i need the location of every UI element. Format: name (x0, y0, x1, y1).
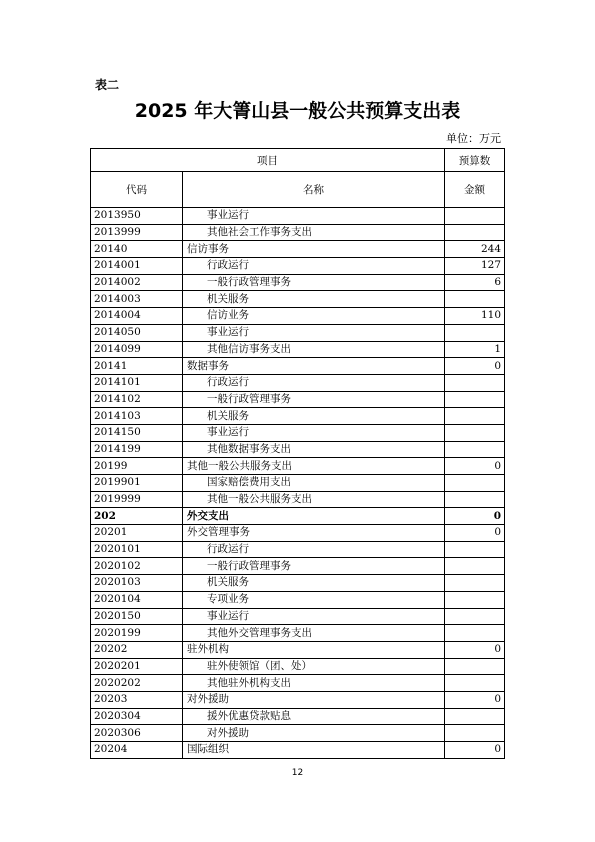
table-label: 表二 (95, 78, 120, 92)
row-name: 其他外交管理事务支出 (183, 625, 445, 642)
row-code: 2020102 (91, 558, 183, 575)
table-row (91, 291, 505, 308)
row-name: 数据事务 (183, 358, 445, 375)
table-row (91, 374, 505, 391)
budget-table (90, 148, 505, 759)
table-row (91, 708, 505, 725)
table-row (91, 591, 505, 608)
row-amount: 0 (445, 525, 505, 542)
row-code: 2014003 (91, 291, 183, 308)
row-name: 驻外机构 (183, 641, 445, 658)
table-row (91, 458, 505, 475)
row-name: 一般行政管理事务 (183, 274, 445, 291)
row-amount (445, 708, 505, 725)
row-code: 2014101 (91, 374, 183, 391)
row-amount: 244 (445, 241, 505, 258)
row-amount: 0 (445, 508, 505, 525)
row-amount (445, 675, 505, 692)
row-name: 外交支出 (183, 508, 445, 525)
row-amount (445, 408, 505, 425)
table-row (91, 341, 505, 358)
header-code: 代码 (91, 172, 183, 208)
table-row (91, 241, 505, 258)
table-row (91, 658, 505, 675)
row-code: 20140 (91, 241, 183, 258)
table-row (91, 691, 505, 708)
row-name: 行政运行 (183, 374, 445, 391)
row-name: 其他一般公共服务支出 (183, 491, 445, 508)
row-amount (445, 575, 505, 592)
table-row (91, 258, 505, 275)
row-code: 2014099 (91, 341, 183, 358)
table-row (91, 508, 505, 525)
row-amount: 0 (445, 691, 505, 708)
row-amount: 1 (445, 341, 505, 358)
page-number: 12 (291, 768, 304, 778)
row-amount (445, 324, 505, 341)
row-name: 一般行政管理事务 (183, 558, 445, 575)
row-code: 2013950 (91, 208, 183, 225)
row-code: 20204 (91, 742, 183, 759)
row-name: 机关服务 (183, 575, 445, 592)
header-row-2 (91, 172, 505, 208)
table-row (91, 358, 505, 375)
row-code: 2020201 (91, 658, 183, 675)
row-amount: 110 (445, 308, 505, 325)
row-code: 2014004 (91, 308, 183, 325)
row-name: 信访事务 (183, 241, 445, 258)
row-code: 2014050 (91, 324, 183, 341)
row-amount (445, 625, 505, 642)
row-name: 一般行政管理事务 (183, 391, 445, 408)
row-name: 其他社会工作事务支出 (183, 224, 445, 241)
table-row (91, 525, 505, 542)
table-row (91, 475, 505, 492)
row-code: 2020103 (91, 575, 183, 592)
row-code: 20203 (91, 691, 183, 708)
row-code: 2014002 (91, 274, 183, 291)
table-row (91, 675, 505, 692)
row-amount: 127 (445, 258, 505, 275)
row-name: 其他一般公共服务支出 (183, 458, 445, 475)
table-row (91, 491, 505, 508)
row-name: 信访业务 (183, 308, 445, 325)
row-code: 2020150 (91, 608, 183, 625)
row-amount (445, 391, 505, 408)
table-row (91, 575, 505, 592)
table-row (91, 608, 505, 625)
row-code: 2020199 (91, 625, 183, 642)
row-amount: 0 (445, 358, 505, 375)
row-amount (445, 441, 505, 458)
row-code: 20141 (91, 358, 183, 375)
row-code: 2019901 (91, 475, 183, 492)
table-row (91, 725, 505, 742)
row-amount (445, 725, 505, 742)
row-code: 2020104 (91, 591, 183, 608)
row-code: 2014001 (91, 258, 183, 275)
row-amount: 0 (445, 641, 505, 658)
row-amount (445, 291, 505, 308)
row-code: 20201 (91, 525, 183, 542)
table-row (91, 641, 505, 658)
row-name: 行政运行 (183, 541, 445, 558)
row-code: 202 (91, 508, 183, 525)
page-title: 2025 年大箐山县一般公共预算支出表 (134, 100, 461, 122)
table-row (91, 625, 505, 642)
row-code: 20199 (91, 458, 183, 475)
row-amount (445, 475, 505, 492)
row-amount (445, 224, 505, 241)
row-name: 国际组织 (183, 742, 445, 759)
row-code: 2020101 (91, 541, 183, 558)
table-row (91, 441, 505, 458)
unit-label: 单位：万元 (446, 132, 501, 145)
row-name: 其他信访事务支出 (183, 341, 445, 358)
row-name: 事业运行 (183, 208, 445, 225)
table-row (91, 391, 505, 408)
row-amount (445, 658, 505, 675)
table-row (91, 208, 505, 225)
row-name: 其他驻外机构支出 (183, 675, 445, 692)
row-name: 专项业务 (183, 591, 445, 608)
row-amount (445, 491, 505, 508)
table-row (91, 408, 505, 425)
row-amount (445, 374, 505, 391)
row-amount: 0 (445, 458, 505, 475)
row-amount (445, 541, 505, 558)
row-name: 对外援助 (183, 691, 445, 708)
header-name: 名称 (183, 172, 445, 208)
header-budget: 预算数 (445, 149, 505, 172)
table-body (91, 208, 505, 759)
row-code: 2014199 (91, 441, 183, 458)
row-code: 2013999 (91, 224, 183, 241)
row-name: 驻外使领馆（团、处） (183, 658, 445, 675)
row-name: 事业运行 (183, 324, 445, 341)
row-amount (445, 424, 505, 441)
row-name: 事业运行 (183, 424, 445, 441)
row-name: 行政运行 (183, 258, 445, 275)
table-row (91, 274, 505, 291)
row-name: 国家赔偿费用支出 (183, 475, 445, 492)
table-row (91, 308, 505, 325)
row-code: 2019999 (91, 491, 183, 508)
row-code: 2014103 (91, 408, 183, 425)
row-code: 2020202 (91, 675, 183, 692)
row-amount (445, 558, 505, 575)
header-row-1 (91, 149, 505, 172)
row-name: 机关服务 (183, 291, 445, 308)
table-row (91, 558, 505, 575)
row-name: 其他数据事务支出 (183, 441, 445, 458)
row-amount (445, 608, 505, 625)
row-amount: 0 (445, 742, 505, 759)
row-name: 事业运行 (183, 608, 445, 625)
row-code: 2020304 (91, 708, 183, 725)
row-amount (445, 208, 505, 225)
row-name: 机关服务 (183, 408, 445, 425)
row-code: 2014150 (91, 424, 183, 441)
table-row (91, 324, 505, 341)
row-code: 2014102 (91, 391, 183, 408)
row-code: 2020306 (91, 725, 183, 742)
header-project: 项目 (91, 149, 445, 172)
table-row (91, 224, 505, 241)
row-name: 援外优惠贷款贴息 (183, 708, 445, 725)
row-code: 20202 (91, 641, 183, 658)
row-amount: 6 (445, 274, 505, 291)
row-amount (445, 591, 505, 608)
table-row (91, 424, 505, 441)
table-row (91, 541, 505, 558)
row-name: 外交管理事务 (183, 525, 445, 542)
row-name: 对外援助 (183, 725, 445, 742)
table-row (91, 742, 505, 759)
header-amount: 金额 (445, 172, 505, 208)
